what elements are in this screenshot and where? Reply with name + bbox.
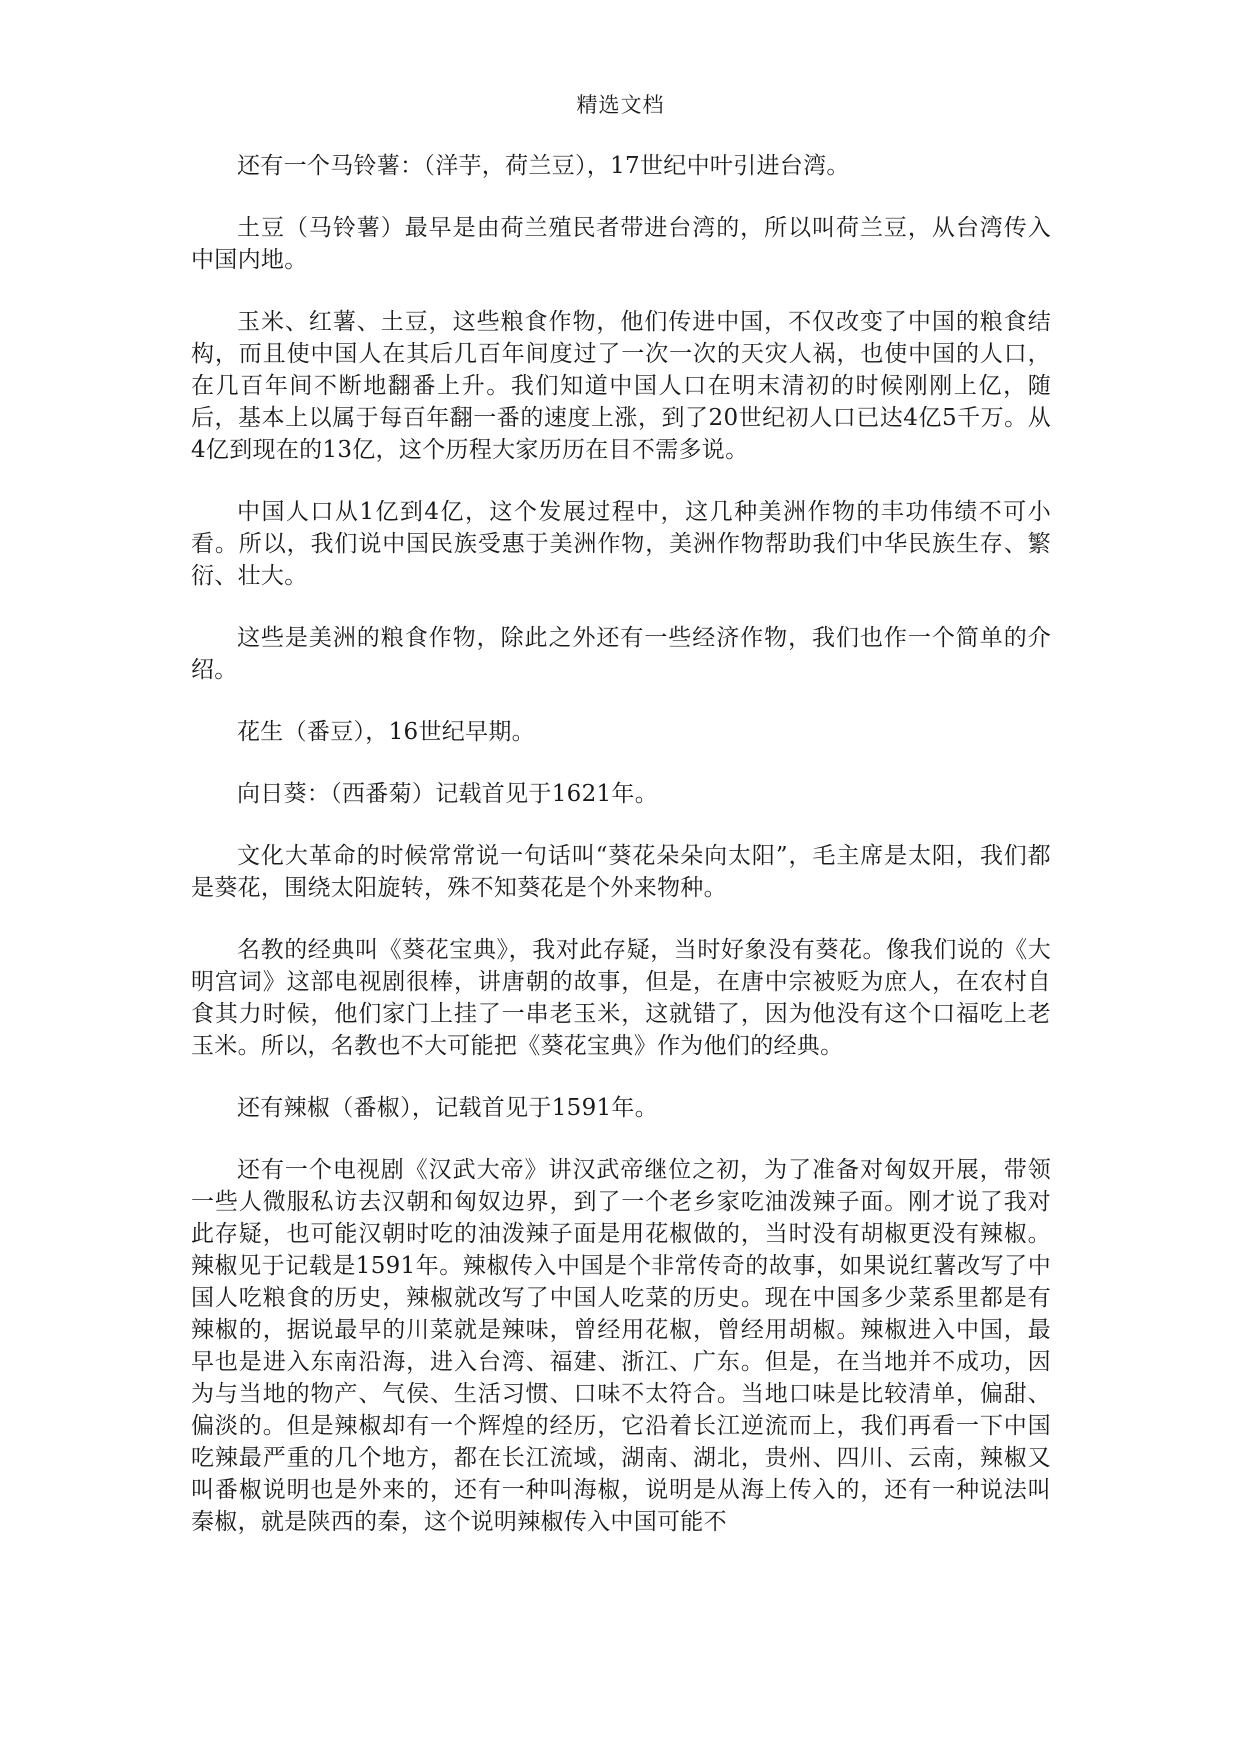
paragraph-9: 名教的经典叫《葵花宝典》，我对此存疑，当时好象没有葵花。像我们说的《大明宫词》这部电视剧很棒，讲唐朝的故事，但是，在唐中宗被贬为庶人，在农村自食其力时候，他们家门上挂了一串老玉米，这就错了，因为他没有这个口福吃上老玉米。所以，名教也不大可能把《葵花宝典》作为他们的经典。 [191, 937, 1051, 1059]
paragraph-8: 文化大革命的时候常常说一句话叫“葵花朵朵向太阳”，毛主席是太阳，我们都是葵花，围绕太阳旋转，殊不知葵花是个外来物种。 [191, 843, 1051, 901]
paragraph-7: 向日葵：（西番菊）记载首见于1621年。 [237, 781, 659, 807]
document-body [191, 150, 1051, 1538]
paragraph-6: 花生（番豆），16世纪早期。 [237, 719, 535, 745]
paragraph-3: 玉米、红薯、土豆，这些粮食作物，他们传进中国，不仅改变了中国的粮食结构，而且使中国人在其后几百年间度过了一次一次的天灾人祸，也使中国的人口，在几百年间不断地翻番上升。我们知道中国人口在明末清初的时候刚刚上亿，随后，基本上以属于每百年翻一番的速度上涨，到了20世纪初人口已达4亿5千万。从4亿到现在的13亿，这个历程大家历历在目不需多说。 [191, 309, 1051, 463]
paragraph-5: 这些是美洲的粮食作物，除此之外还有一些经济作物，我们也作一个简单的介绍。 [191, 625, 1051, 683]
paragraph-10: 还有辣椒（番椒），记载首见于1591年。 [237, 1095, 659, 1121]
paragraph-4: 中国人口从1亿到4亿，这个发展过程中，这几种美洲作物的丰功伟绩不可小看。所以，我们说中国民族受惠于美洲作物，美洲作物帮助我们中华民族生存、繁衍、壮大。 [191, 499, 1051, 589]
paragraph-2: 土豆（马铃薯）最早是由荷兰殖民者带进台湾的，所以叫荷兰豆，从台湾传入中国内地。 [191, 215, 1051, 273]
paragraph-11: 还有一个电视剧《汉武大帝》讲汉武帝继位之初，为了准备对匈奴开展，带领一些人微服私访去汉朝和匈奴边界，到了一个老乡家吃油泼辣子面。刚才说了我对此存疑，也可能汉朝时吃的油泼辣子面是用花椒做的，当时没有胡椒更没有辣椒。辣椒见于记载是1591年。辣椒传入中国是个非常传奇的故事，如果说红薯改写了中国人吃粮食的历史，辣椒就改写了中国人吃菜的历史。现在中国多少菜系里都是有辣椒的，据说最早的川菜就是辣味，曾经用花椒，曾经用胡椒。辣椒进入中国，最早也是进入东南沿海，进入台湾、福建、浙江、广东。但是，在当地并不成功，因为与当地的物产、气侯、生活习惯、口味不太符合。当地口味是比较清单，偏甜、偏淡的。但是辣椒却有一个辉煌的经历，它沿着长江逆流而上，我们再看一下中国吃辣最严重的几个地方，都在长江流域，湖南、湖北，贵州、四川、云南，辣椒又叫番椒说明也是外来的，还有一种叫海椒，说明是从海上传入的，还有一种说法叫秦椒，就是陕西的秦，这个说明辣椒传入中国可能不 [191, 1157, 1051, 1535]
paragraph-1: 还有一个马铃薯：（洋芋，荷兰豆），17世纪中叶引进台湾。 [237, 153, 850, 179]
page-header-title: 精选文档 [576, 93, 665, 117]
